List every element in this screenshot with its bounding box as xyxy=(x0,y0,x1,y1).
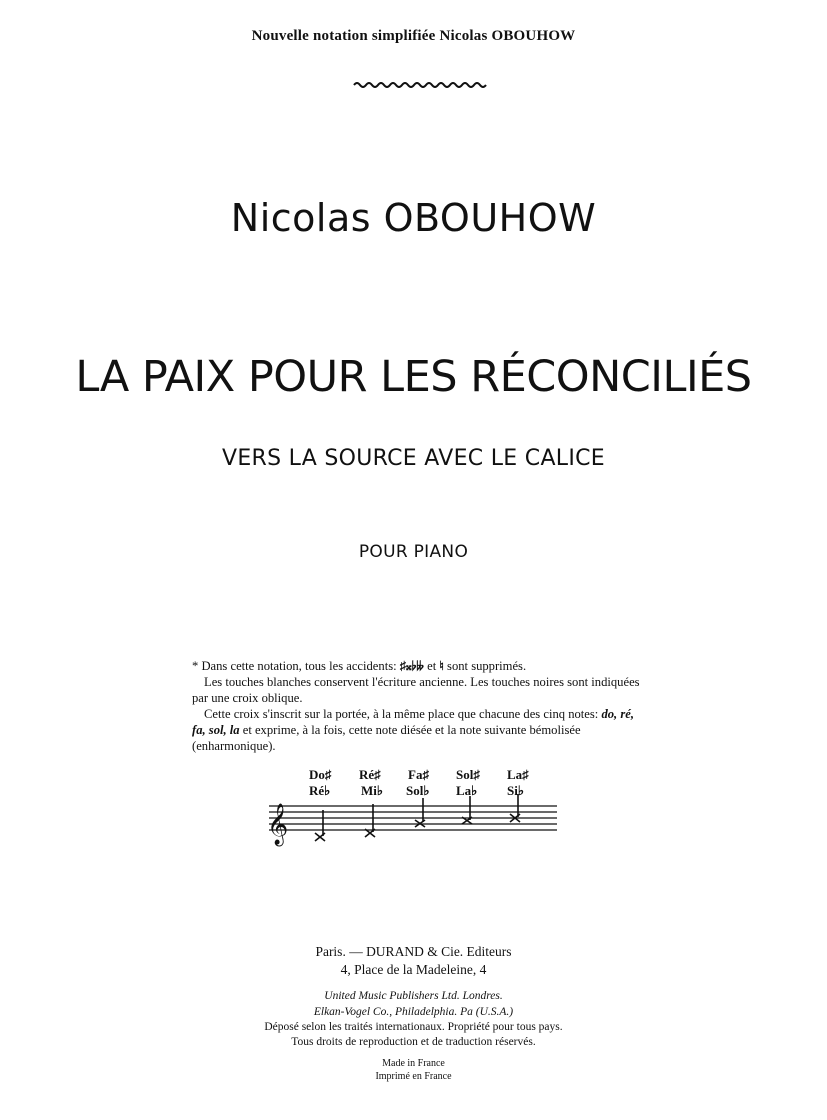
work-title: LA PAIX POUR LES RÉCONCILIÉS xyxy=(75,352,752,402)
note-label-flat: La♭ xyxy=(456,783,478,798)
natural-symbol: ♮ xyxy=(439,659,444,673)
footnote-text: sont supprimés. xyxy=(447,659,527,673)
note-names: do, ré, fa, sol, la xyxy=(192,707,634,737)
copyright-line: Déposé selon les traités internationaux. Propriété pour tous pays. xyxy=(264,1021,563,1033)
agent-london: United Music Publishers Ltd. Londres. xyxy=(324,990,503,1002)
instrumentation: POUR PIANO xyxy=(358,542,469,562)
note-label-flat: Mi♭ xyxy=(361,783,384,798)
printed-in-line: Imprimé en France xyxy=(375,1071,452,1082)
note-label-flat: Sol♭ xyxy=(406,783,430,798)
footnote-text: et exprime, à la fois, cette note diésée et la note suivante bémolisée (enharmonique). xyxy=(192,723,581,753)
rights-line: Tous droits de reproduction et de traduction réservés. xyxy=(291,1036,536,1048)
footnote-paragraph-3 xyxy=(192,706,642,754)
series-header: Nouvelle notation simplifiée Nicolas OBOUHOW xyxy=(251,28,576,44)
accidentals-symbols: ♯𝄪♭𝄫 xyxy=(399,659,424,673)
publisher-address: 4, Place de la Madeleine, 4 xyxy=(340,962,487,977)
composer-name: Nicolas OBOUHOW xyxy=(230,196,597,240)
footnote-paragraph-2: Les touches blanches conservent l'écriture ancienne. Les touches noires sont indiquées par une croix oblique. xyxy=(192,675,640,705)
footnote-text: * Dans cette notation, tous les accidents: xyxy=(192,659,397,673)
note-label-flat: Si♭ xyxy=(507,783,524,798)
wavy-rule-divider xyxy=(352,78,492,92)
footnote-line-1 xyxy=(192,658,642,674)
note-label-sharp: Do♯ xyxy=(309,767,332,782)
note-label-sharp: Ré♯ xyxy=(359,767,381,782)
agent-usa: Elkan-Vogel Co., Philadelphia. Pa (U.S.A.) xyxy=(313,1006,514,1018)
note-label-sharp: La♯ xyxy=(507,767,529,782)
music-staff xyxy=(265,794,565,854)
treble-clef-icon: 𝄞 xyxy=(267,804,289,845)
footnote-text: Cette croix s'inscrit sur la portée, à la même place que chacune des cinq notes: xyxy=(204,707,599,721)
footnote-text: et xyxy=(427,659,437,673)
notation-footnote xyxy=(192,658,642,754)
made-in-line: Made in France xyxy=(382,1058,445,1069)
work-subtitle: VERS LA SOURCE AVEC LE CALICE xyxy=(221,446,606,471)
notation-example xyxy=(265,764,565,854)
note-label-sharp: Sol♯ xyxy=(456,767,480,782)
publisher-line: Paris. — DURAND & Cie. Editeurs xyxy=(315,944,512,959)
note-label-sharp: Fa♯ xyxy=(408,767,429,782)
note-label-flat: Ré♭ xyxy=(309,783,331,798)
